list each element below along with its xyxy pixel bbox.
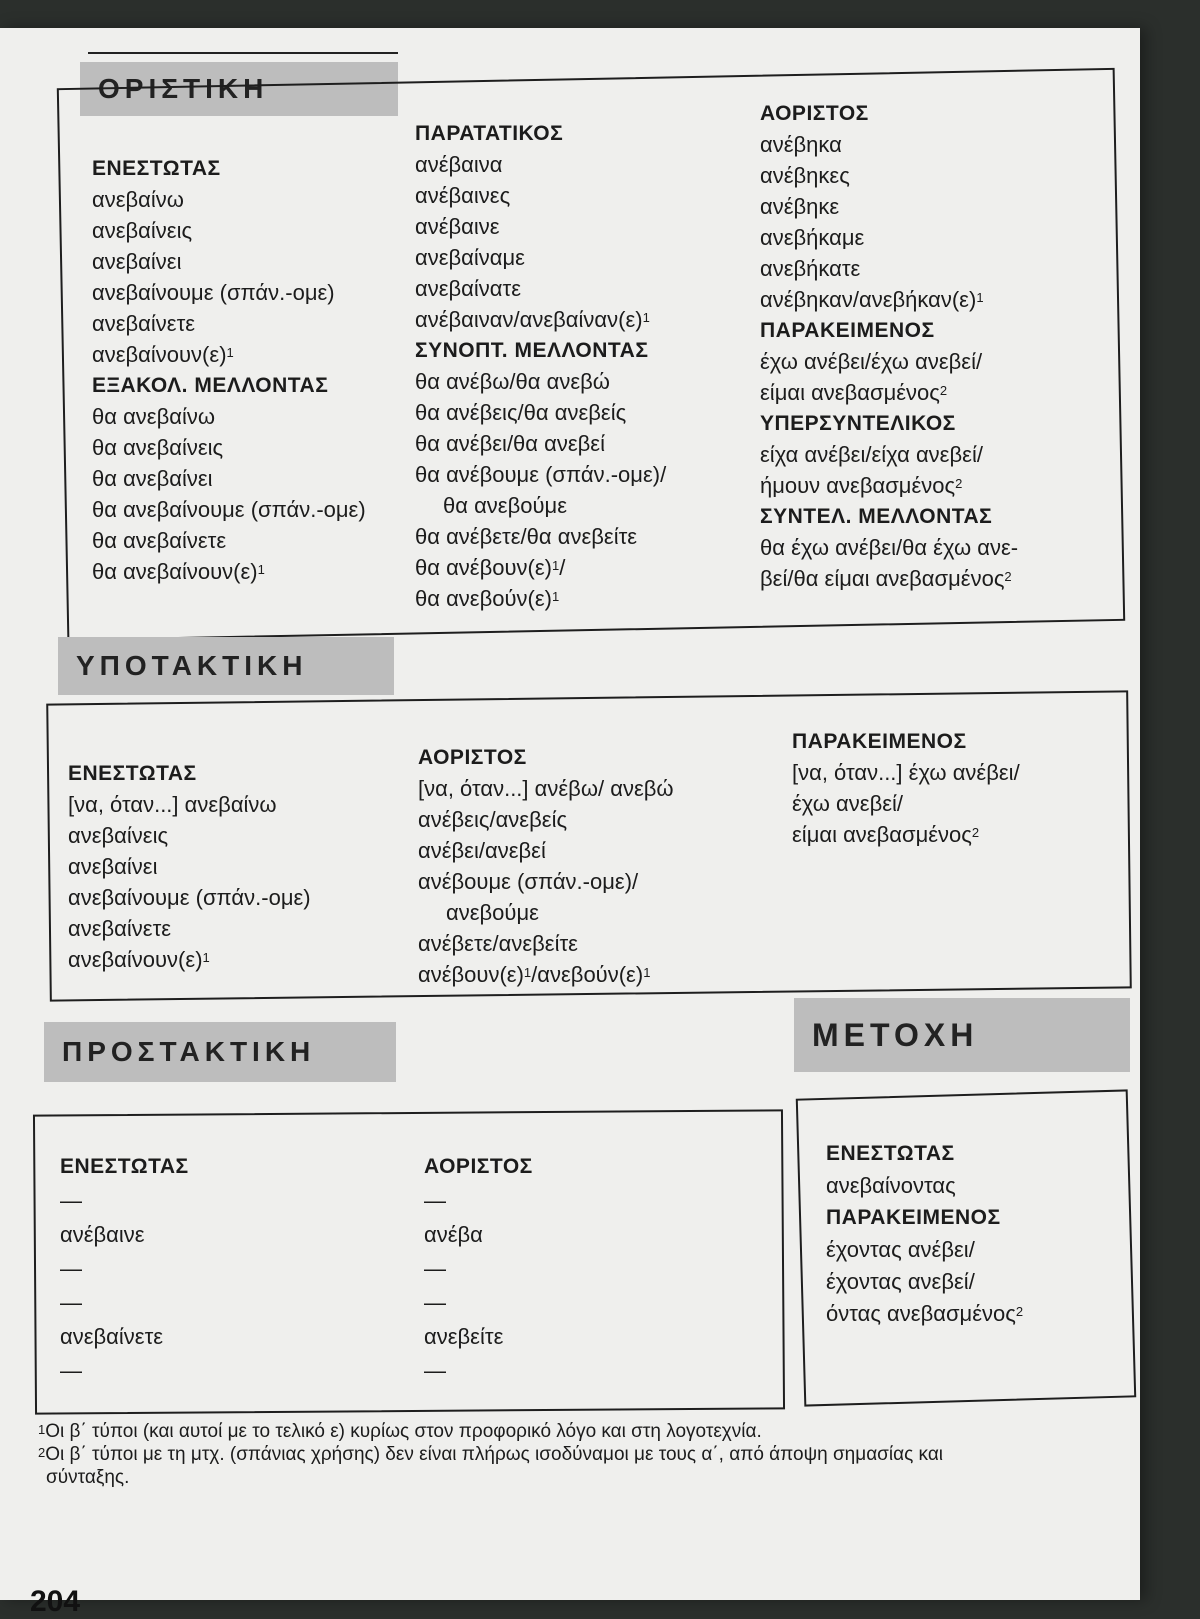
- verb-form: έχοντας ανεβεί/: [826, 1269, 975, 1294]
- heading-imperfect: ΠΑΡΑΤΑΤΙΚΟΣ: [415, 122, 564, 145]
- imperative-col-aorist: [424, 1150, 533, 1388]
- indicative-col-aorist: [760, 98, 1018, 594]
- verb-form: ανέβουμε (σπάν.-ομε)/: [418, 869, 639, 894]
- verb-form: ανέβεις/ανεβείς: [418, 807, 568, 832]
- heading-perfect: ΠΑΡΑΚΕΙΜΕΝΟΣ: [760, 319, 935, 342]
- section-title-subjunctive: ΥΠΟΤΑΚΤΙΚΗ: [58, 637, 394, 695]
- verb-form: θα ανεβαίνουμε (σπάν.-ομε): [92, 497, 366, 522]
- subjunctive-col-perfect: [792, 726, 1020, 850]
- verb-form: ανεβήκατε: [760, 256, 861, 281]
- verb-form: ανεβαίνουμε (σπάν.-ομε): [68, 885, 311, 910]
- verb-form: [να, όταν...] ανεβαίνω: [68, 792, 277, 817]
- verb-form: θα ανέβει/θα ανεβεί: [415, 431, 605, 456]
- verb-form: ανέβει/ανεβεί: [418, 838, 546, 863]
- verb-form: θα ανεβούμε: [443, 493, 567, 518]
- verb-form: —: [424, 1290, 446, 1315]
- verb-form: ανεβαίνεις: [92, 218, 193, 243]
- heading-present: ΕΝΕΣΤΩΤΑΣ: [60, 1155, 189, 1178]
- verb-form: ανεβαίνετε: [68, 916, 172, 941]
- divider: [88, 52, 398, 54]
- verb-form: $\alpha\nu έ\beta o\upsilon\nu(\varepsilon)^1/\alpha\nu\varepsilon\beta oύ\nu(\varepsilon)^1$: [418, 962, 651, 987]
- verb-form: ανεβαίνω: [92, 187, 184, 212]
- heading-aorist: ΑΟΡΙΣΤΟΣ: [760, 102, 869, 125]
- subjunctive-col-present: [68, 758, 311, 975]
- verb-form: ανεβαίνει: [68, 854, 158, 879]
- verb-form: είμαι ανεβασμένος$^2$: [792, 822, 980, 847]
- participle-col: [826, 1138, 1023, 1330]
- verb-form: ανέβηκα: [760, 132, 842, 157]
- verb-form: θα ανέβεις/θα ανεβείς: [415, 400, 627, 425]
- section-title-participle: ΜΕΤΟΧΗ: [794, 998, 1130, 1072]
- verb-form: θα ανεβαίνει: [92, 466, 213, 491]
- verb-form: θα $\alpha\nu\varepsilon\beta oύ\nu(\varepsilon)^1$: [415, 586, 560, 611]
- verb-form: ανεβείτε: [424, 1324, 504, 1349]
- indicative-col-imperfect: [415, 118, 666, 614]
- verb-form: ανεβαίνει: [92, 249, 182, 274]
- verb-form: έχω ανέβει/έχω ανεβεί/: [760, 349, 983, 374]
- verb-form: ανεβαίνεις: [68, 823, 169, 848]
- subjunctive-col-aorist: [418, 742, 674, 990]
- verb-form: ανέβαινες: [415, 183, 511, 208]
- verb-form: ανέβαινε: [415, 214, 500, 239]
- verb-form: ανεβαίνουμε (σπάν.-ομε): [92, 280, 335, 305]
- heading-present: ΕΝΕΣΤΩΤΑΣ: [92, 157, 221, 180]
- verb-form: ανέβαινε: [60, 1222, 145, 1247]
- heading-future-continuous: ΕΞΑΚΟΛ. ΜΕΛΛΟΝΤΑΣ: [92, 374, 329, 397]
- verb-form: ανέβετε/ανεβείτε: [418, 931, 578, 956]
- verb-form: θα $\alpha\nu\varepsilon\beta\alpha ί\nu o\upsilon\nu(\varepsilon)^1$: [92, 559, 265, 584]
- heading-present: ΕΝΕΣΤΩΤΑΣ: [826, 1142, 955, 1165]
- verb-form: ανεβαίνετε: [92, 311, 196, 336]
- verb-form: βεί/θα είμαι ανεβασμένος$^2$: [760, 566, 1012, 591]
- verb-form: ανεβούμε: [446, 900, 539, 925]
- verb-form: —: [60, 1358, 82, 1383]
- imperative-col-present: [60, 1150, 189, 1388]
- heading-future-perfect: ΣΥΝΤΕΛ. ΜΕΛΛΟΝΤΑΣ: [760, 505, 993, 528]
- verb-form: —: [424, 1188, 446, 1213]
- verb-form: ανεβαίναμε: [415, 245, 525, 270]
- verb-form: θα $\alpha\nu έ\beta o\upsilon\nu(\varepsilon)^1/$: [415, 555, 566, 580]
- verb-form: θα ανέβω/θα ανεβώ: [415, 369, 610, 394]
- verb-form: —: [424, 1256, 446, 1281]
- verb-form: ανέβαινα: [415, 152, 503, 177]
- verb-form: —: [60, 1290, 82, 1315]
- verb-form: ανεβαίνατε: [415, 276, 522, 301]
- verb-form: θα ανέβουμε (σπάν.-ομε)/: [415, 462, 667, 487]
- verb-form: $\alpha\nu\varepsilon\beta\alpha ί\nu o\upsilon\nu(\varepsilon)^1$: [92, 342, 234, 367]
- verb-form: ανέβηκαν/$\alpha\nu\varepsilon\beta ή\kappa\alpha\nu(\varepsilon)^1$: [760, 287, 984, 312]
- verb-form: ανέβα: [424, 1222, 483, 1247]
- verb-form: ανεβαίνοντας: [826, 1173, 956, 1198]
- verb-form: θα ανεβαίνετε: [92, 528, 227, 553]
- verb-form: —: [60, 1256, 82, 1281]
- page-number: 204: [30, 1585, 81, 1618]
- verb-form: [να, όταν...] έχω ανέβει/: [792, 760, 1020, 785]
- verb-form: θα ανέβετε/θα ανεβείτε: [415, 524, 638, 549]
- verb-form: θα ανεβαίνεις: [92, 435, 224, 460]
- section-title-imperative: ΠΡΟΣΤΑΚΤΙΚΗ: [44, 1022, 396, 1082]
- verb-form: έχοντας ανέβει/: [826, 1237, 975, 1262]
- heading-pluperfect: ΥΠΕΡΣΥΝΤΕΛΙΚΟΣ: [760, 412, 956, 435]
- verb-form: θα έχω ανέβει/θα έχω ανε-: [760, 535, 1019, 560]
- heading-aorist: ΑΟΡΙΣΤΟΣ: [424, 1155, 533, 1178]
- verb-form: όντας ανεβασμένος$^2$: [826, 1301, 1024, 1326]
- footnote-1: $^1$Οι β΄ τύποι (και αυτοί με το τελικό ε) κυρίως στον προφορικό λόγο και στη λογοτεχνία.: [38, 1421, 762, 1442]
- verb-form: ανέβηκες: [760, 163, 850, 188]
- verb-form: έχω ανεβεί/: [792, 791, 904, 816]
- heading-future-simple: ΣΥΝΟΠΤ. ΜΕΛΛΟΝΤΑΣ: [415, 339, 649, 362]
- verb-form: είχα ανέβει/είχα ανεβεί/: [760, 442, 983, 467]
- verb-form: ανεβαίνετε: [60, 1324, 164, 1349]
- verb-form: $\alpha\nu\varepsilon\beta\alpha ί\nu o\upsilon\nu(\varepsilon)^1$: [68, 947, 210, 972]
- footnote-2: $^2$Οι β΄ τύποι με τη μτχ. (σπάνιας χρήσης) δεν είναι πλήρως ισοδύναμοι με τους α΄, από άποψη σημασίας και: [38, 1444, 944, 1465]
- heading-perfect: ΠΑΡΑΚΕΙΜΕΝΟΣ: [826, 1206, 1001, 1229]
- heading-present: ΕΝΕΣΤΩΤΑΣ: [68, 762, 197, 785]
- heading-aorist: ΑΟΡΙΣΤΟΣ: [418, 746, 527, 769]
- verb-form: —: [424, 1358, 446, 1383]
- footnote-2-cont: σύνταξης.: [46, 1467, 130, 1488]
- indicative-col-present: [92, 153, 366, 587]
- verb-form: —: [60, 1188, 82, 1213]
- verb-form: ανέβηκε: [760, 194, 840, 219]
- heading-perfect: ΠΑΡΑΚΕΙΜΕΝΟΣ: [792, 730, 967, 753]
- verb-form: θα ανεβαίνω: [92, 404, 216, 429]
- footnotes: [38, 1420, 1118, 1489]
- section-title-indicative: ΟΡΙΣΤΙΚΗ: [80, 62, 398, 116]
- verb-form: [να, όταν...] ανέβω/ ανεβώ: [418, 776, 674, 801]
- verb-form: ανέβαιναν/$\alpha\nu\varepsilon\beta\alpha ί\nu\alpha\nu(\varepsilon)^1$: [415, 307, 650, 332]
- verb-form: είμαι ανεβασμένος$^2$: [760, 380, 948, 405]
- verb-form: ήμουν ανεβασμένος$^2$: [760, 473, 963, 498]
- verb-form: ανεβήκαμε: [760, 225, 865, 250]
